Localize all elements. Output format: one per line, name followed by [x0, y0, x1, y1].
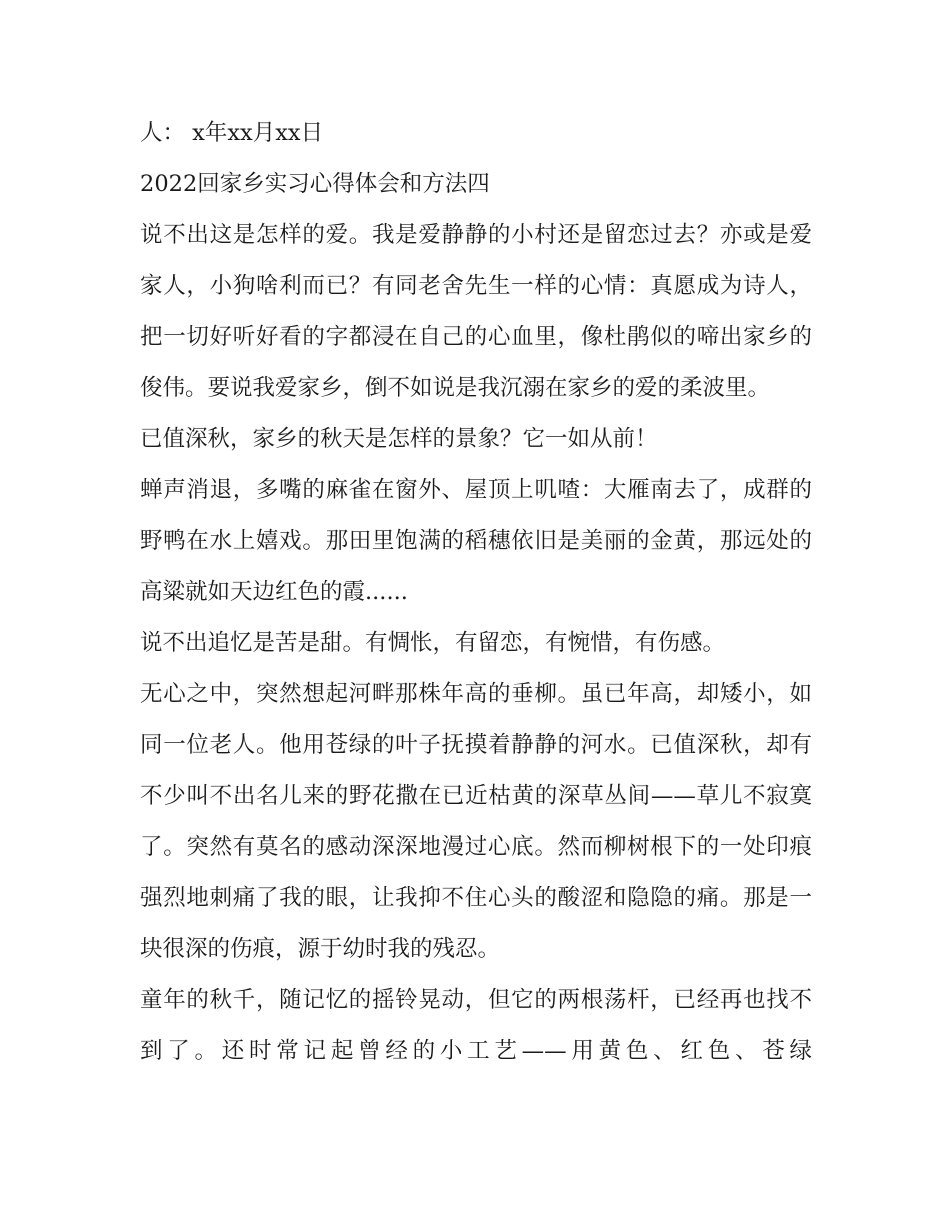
- paragraph: 已值深秋，家乡的秋天是怎样的景象？它一如从前！: [140, 426, 658, 452]
- document-body: [140, 108, 812, 1077]
- signature-date-line: 人： x年xx月xx日: [140, 120, 324, 146]
- paragraph: 无心之中，突然想起河畔那株年高的垂柳。虽已年高，却矮小，如同一位老人。他用苍绿的叶子抚摸着静静的河水。已值深秋，却有不少叫不出名儿来的野花撒在已近枯黄的深草丛间——草儿不寂寞了。突然有莫名的感动深深地漫过心底。然而柳树根下的一处印痕强烈地刺痛了我的眼，让我抑不住心头的酸涩和隐隐的痛。那是一块很深的伤痕，源于幼时我的残忍。: [140, 681, 812, 962]
- paragraph: 说不出追忆是苦是甜。有惆怅，有留恋，有惋惜，有伤感。: [140, 630, 726, 656]
- section-heading: 2022回家乡实习心得体会和方法四: [140, 171, 490, 197]
- paragraph: 童年的秋千，随记忆的摇铃晃动，但它的两根荡杆，已经再也找不到了。还时常记起曾经的小工艺——用黄色、红色、苍绿: [140, 987, 812, 1064]
- paragraph: 说不出这是怎样的爱。我是爱静静的小村还是留恋过去？亦或是爱家人，小狗啥利而已？有同老舍先生一样的心情：真愿成为诗人，把一切好听好看的字都浸在自己的心血里，像杜鹃似的啼出家乡的俊伟。要说我爱家乡，倒不如说是我沉溺在家乡的爱的柔波里。: [140, 222, 812, 401]
- paragraph: 蝉声消退，多嘴的麻雀在窗外、屋顶上叽喳：大雁南去了，成群的野鸭在水上嬉戏。那田里饱满的稻穗依旧是美丽的金黄，那远处的高粱就如天边红色的霞......: [140, 477, 812, 605]
